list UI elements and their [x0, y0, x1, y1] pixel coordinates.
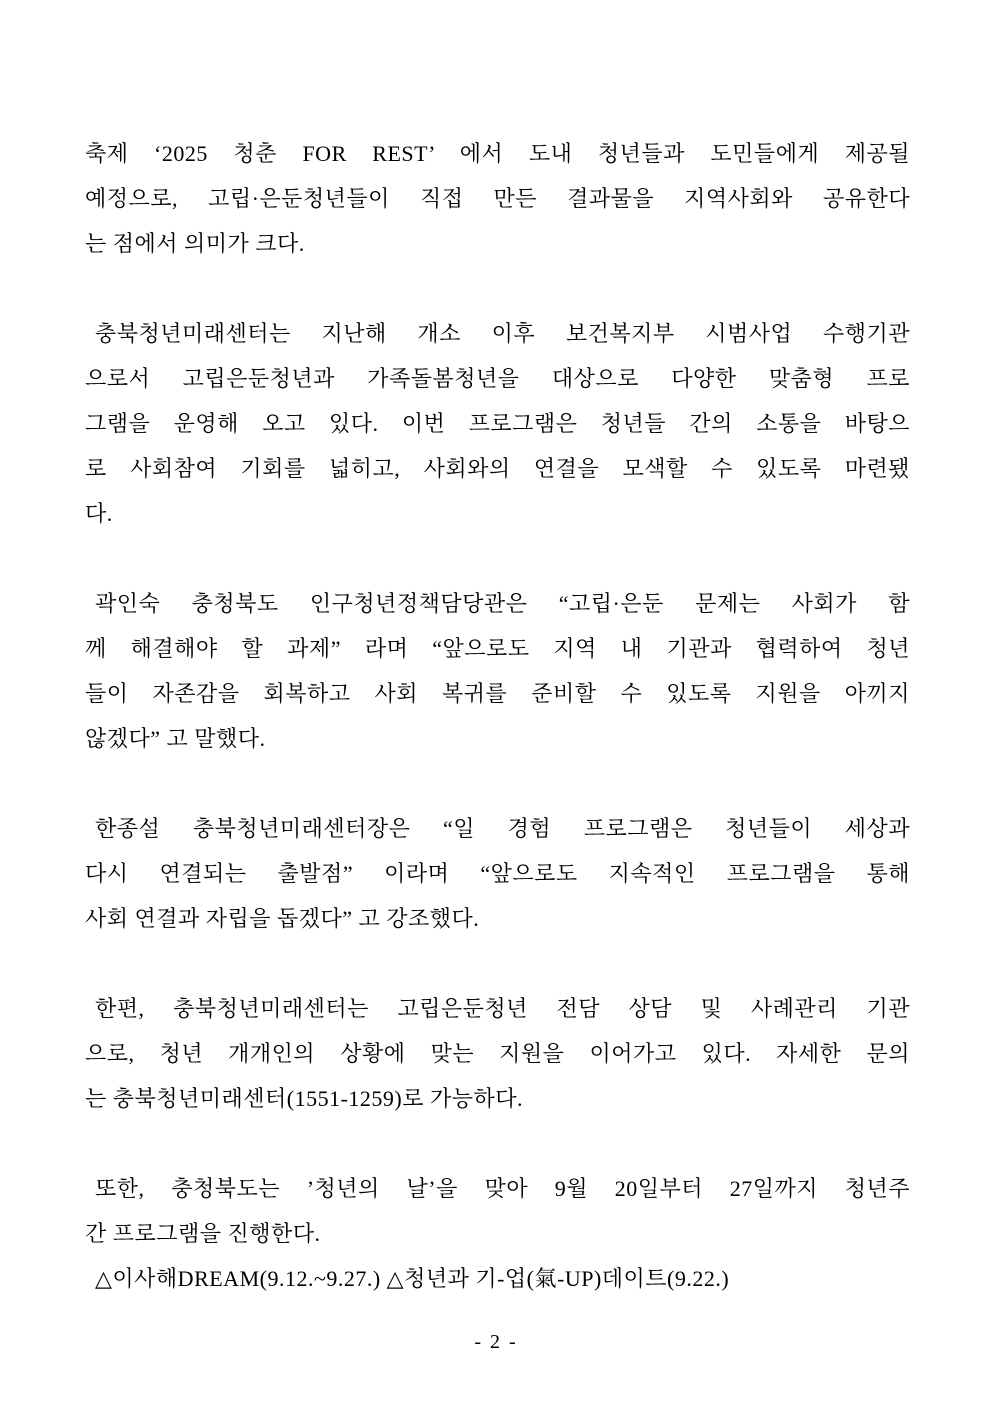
paragraph — [85, 311, 910, 536]
text-line: 께 해결해야 할 과제” 라며 “앞으로도 지역 내 기관과 협력하여 청년 — [85, 636, 910, 661]
document-body — [85, 131, 910, 1346]
text-line: 한편, 충북청년미래센터는 고립은둔청년 전담 상담 및 사례관리 기관 — [95, 996, 910, 1021]
text-line: 로 사회참여 기회를 넓히고, 사회와의 연결을 모색할 수 있도록 마련됐 — [85, 456, 910, 481]
text-line: 사회 연결과 자립을 돕겠다” 고 강조했다. — [85, 906, 480, 931]
text-line: 예정으로, 고립·은둔청년들이 직접 만든 결과물을 지역사회와 공유한다 — [85, 186, 910, 211]
text-line: 는 점에서 의미가 크다. — [85, 231, 305, 256]
text-line: 축제 ‘2025 청춘 FOR REST’ 에서 도내 청년들과 도민들에게 제공될 — [85, 141, 910, 166]
text-line: 않겠다” 고 말했다. — [85, 726, 266, 751]
text-line: 다시 연결되는 출발점” 이라며 “앞으로도 지속적인 프로그램을 통해 — [85, 861, 910, 886]
paragraph — [85, 806, 910, 941]
paragraph — [85, 1256, 910, 1301]
text-line: 다. — [85, 501, 113, 526]
text-line: 는 충북청년미래센터(1551-1259)로 가능하다. — [85, 1086, 524, 1111]
text-line: 그램을 운영해 오고 있다. 이번 프로그램은 청년들 간의 소통을 바탕으 — [85, 411, 910, 436]
text-line: 충북청년미래센터는 지난해 개소 이후 보건복지부 시범사업 수행기관 — [95, 321, 910, 346]
text-line: △이사해DREAM(9.12.~9.27.) △청년과 기-업(氣-UP)데이트(9.22.) — [95, 1266, 730, 1291]
paragraph — [85, 986, 910, 1121]
text-line: 곽인숙 충청북도 인구청년정책담당관은 “고립·은둔 문제는 사회가 함 — [95, 591, 910, 616]
page-number: - 2 - — [474, 1331, 518, 1353]
paragraph — [85, 581, 910, 761]
text-line: 들이 자존감을 회복하고 사회 복귀를 준비할 수 있도록 지원을 아끼지 — [85, 681, 910, 706]
text-line: 또한, 충청북도는 ’청년의 날’을 맞아 9월 20일부터 27일까지 청년주 — [95, 1176, 910, 1201]
text-line: 간 프로그램을 진행한다. — [85, 1221, 321, 1246]
text-line: 한종설 충북청년미래센터장은 “일 경험 프로그램은 청년들이 세상과 — [95, 816, 910, 841]
text-line: 으로, 청년 개개인의 상황에 맞는 지원을 이어가고 있다. 자세한 문의 — [85, 1041, 910, 1066]
paragraph — [85, 131, 910, 266]
paragraph — [85, 1166, 910, 1256]
text-line: 으로서 고립은둔청년과 가족돌봄청년을 대상으로 다양한 맞춤형 프로 — [85, 366, 910, 391]
